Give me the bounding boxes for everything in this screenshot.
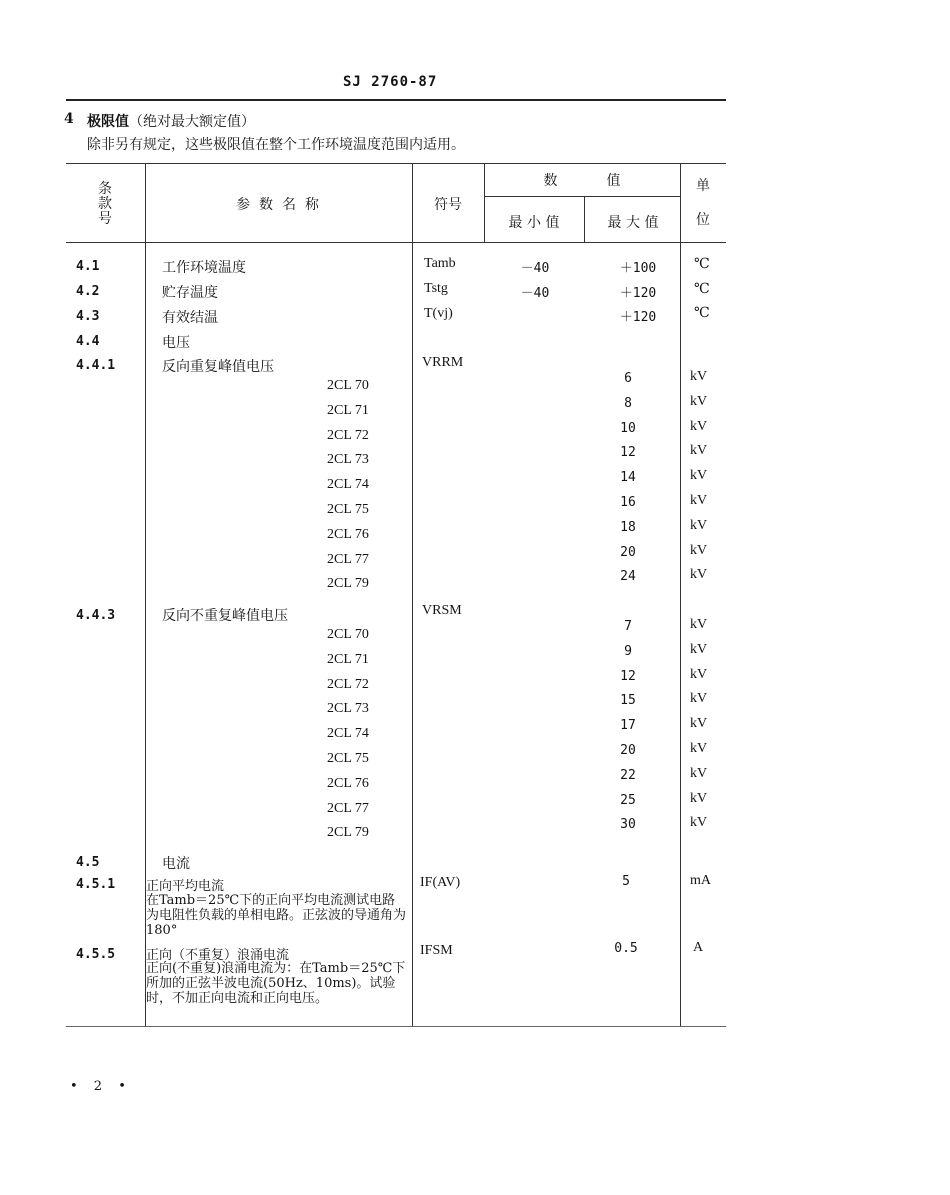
table-bottom-border	[66, 1026, 726, 1027]
max-value: 30	[620, 817, 636, 833]
row-symbol: T(vj)	[424, 306, 453, 321]
header-symbol: 符号	[434, 197, 462, 213]
section-title	[87, 111, 255, 131]
section-note: 除非另有规定，这些极限值在整个工作环境温度范围内适用。	[87, 137, 465, 153]
row-symbol: Tamb	[424, 256, 456, 271]
ifsm-description: 正向(不重复)浪涌电流为：在Tamb＝25℃下所加的正弦半波电流(50Hz、10ms)。试验时，不加正向电流和正向电压。	[146, 961, 406, 1006]
row-param-name: 有效结温	[162, 310, 218, 326]
row-min-value: －40	[520, 286, 550, 301]
document-header: SJ 2760-87	[343, 74, 438, 90]
model-number: 2CL 71	[327, 651, 369, 667]
table-top-border	[66, 163, 726, 164]
row-max-value: ＋120	[619, 286, 657, 301]
unit: kV	[690, 517, 708, 533]
ifav-max-value: 5	[622, 874, 630, 889]
ifav-param-name: 正向平均电流	[146, 879, 225, 894]
model-number: 2CL 77	[327, 800, 369, 816]
header-min: 最 小 值	[508, 215, 560, 231]
model-number: 2CL 70	[327, 378, 369, 393]
value-group-divider	[484, 196, 680, 197]
unit: kV	[690, 493, 708, 508]
model-number: 2CL 73	[327, 701, 369, 717]
unit: kV	[690, 691, 708, 707]
col-divider-max	[680, 163, 681, 1026]
section-number: 4	[64, 111, 74, 127]
max-value: 8	[624, 395, 632, 411]
row-param-name: 工作环境温度	[162, 260, 246, 276]
unit: kV	[690, 393, 708, 409]
unit: kV	[690, 716, 708, 732]
header-bottom-border	[66, 242, 726, 243]
unit: kV	[690, 567, 708, 583]
unit: kV	[690, 418, 708, 434]
max-value: 7	[624, 619, 632, 634]
model-number: 2CL 71	[327, 402, 369, 418]
vrsm-symbol: VRSM	[422, 603, 462, 618]
unit: kV	[690, 741, 708, 756]
model-number: 2CL 77	[327, 551, 369, 567]
max-value: 18	[620, 519, 636, 535]
page-number: • 2 •	[70, 1079, 132, 1094]
max-value: 12	[620, 668, 636, 684]
unit: kV	[690, 617, 708, 632]
unit: kV	[690, 641, 708, 657]
model-number: 2CL 75	[327, 751, 369, 766]
max-value: 12	[620, 445, 636, 461]
header-value-group: 数 值	[543, 173, 621, 189]
unit: kV	[690, 443, 708, 459]
unit: kV	[690, 542, 708, 558]
row-clause: 4.2	[76, 284, 100, 299]
row-unit: ℃	[694, 257, 710, 272]
current-param-name: 电流	[162, 856, 190, 872]
max-value: 24	[620, 569, 636, 585]
model-number: 2CL 74	[327, 477, 369, 493]
max-value: 15	[620, 693, 636, 709]
row-unit: ℃	[694, 282, 710, 297]
row-symbol: Tstg	[424, 281, 448, 296]
model-number: 2CL 76	[327, 526, 369, 542]
unit: kV	[690, 369, 708, 384]
max-value: 20	[620, 743, 636, 758]
model-number: 2CL 79	[327, 576, 369, 592]
max-value: 17	[620, 718, 636, 734]
ifsm-max-value: 0.5	[614, 941, 638, 956]
model-number: 2CL 70	[327, 627, 369, 642]
ifsm-clause: 4.5.5	[76, 947, 116, 962]
row-clause: 4.4	[76, 334, 100, 349]
max-value: 6	[624, 371, 632, 386]
max-value: 16	[620, 495, 636, 510]
max-value: 22	[620, 767, 636, 783]
model-number: 2CL 72	[327, 427, 369, 443]
row-unit: ℃	[694, 306, 710, 321]
model-number: 2CL 76	[327, 775, 369, 791]
max-value: 10	[620, 420, 636, 436]
vrrm-symbol: VRRM	[422, 355, 464, 370]
ifsm-symbol: IFSM	[420, 943, 453, 958]
max-value: 14	[620, 470, 636, 486]
row-clause: 4.1	[76, 259, 100, 274]
vrrm-param-name: 反向重复峰值电压	[162, 359, 274, 375]
header-param: 参 数 名 称	[236, 197, 319, 213]
max-value: 20	[620, 544, 636, 560]
max-value: 9	[624, 643, 632, 659]
model-number: 2CL 79	[327, 825, 369, 841]
ifsm-param-name: 正向（不重复）浪涌电流	[146, 948, 290, 963]
header-max: 最 大 值	[607, 215, 659, 231]
header-rule	[66, 99, 726, 101]
unit: kV	[690, 790, 708, 806]
row-max-value: ＋100	[619, 261, 657, 276]
ifav-symbol: IF(AV)	[420, 875, 461, 890]
ifav-unit: mA	[690, 873, 711, 888]
unit: kV	[690, 666, 708, 682]
model-number: 2CL 72	[327, 676, 369, 692]
ifav-description: 在Tamb＝25℃下的正向平均电流测试电路为电阻性负载的单相电路。正弦波的导通角为180°	[146, 893, 407, 938]
header-unit: 单 位	[696, 178, 710, 228]
unit: kV	[690, 468, 708, 484]
model-number: 2CL 74	[327, 726, 369, 742]
row-max-value: ＋120	[619, 310, 657, 325]
ifav-clause: 4.5.1	[76, 877, 116, 892]
model-number: 2CL 73	[327, 452, 369, 468]
unit: kV	[690, 815, 708, 831]
row-clause: 4.3	[76, 309, 100, 324]
row-param-name: 电压	[162, 335, 190, 351]
col-divider-param	[412, 163, 413, 1026]
section-title-rest: （绝对最大额定值）	[129, 114, 255, 130]
row-min-value: －40	[520, 261, 550, 276]
vrsm-param-name: 反向不重复峰值电压	[162, 608, 288, 624]
col-divider-min	[584, 196, 585, 243]
model-number: 2CL 75	[327, 502, 369, 517]
vrsm-clause: 4.4.3	[76, 608, 116, 623]
max-value: 25	[620, 792, 636, 808]
header-clause: 条 款 号	[98, 181, 112, 227]
vrrm-clause: 4.4.1	[76, 358, 116, 373]
row-param-name: 贮存温度	[162, 285, 218, 301]
current-clause: 4.5	[76, 855, 100, 870]
section-title-bold: 极限值	[87, 114, 129, 130]
ifsm-unit: A	[693, 940, 704, 955]
unit: kV	[690, 765, 708, 781]
